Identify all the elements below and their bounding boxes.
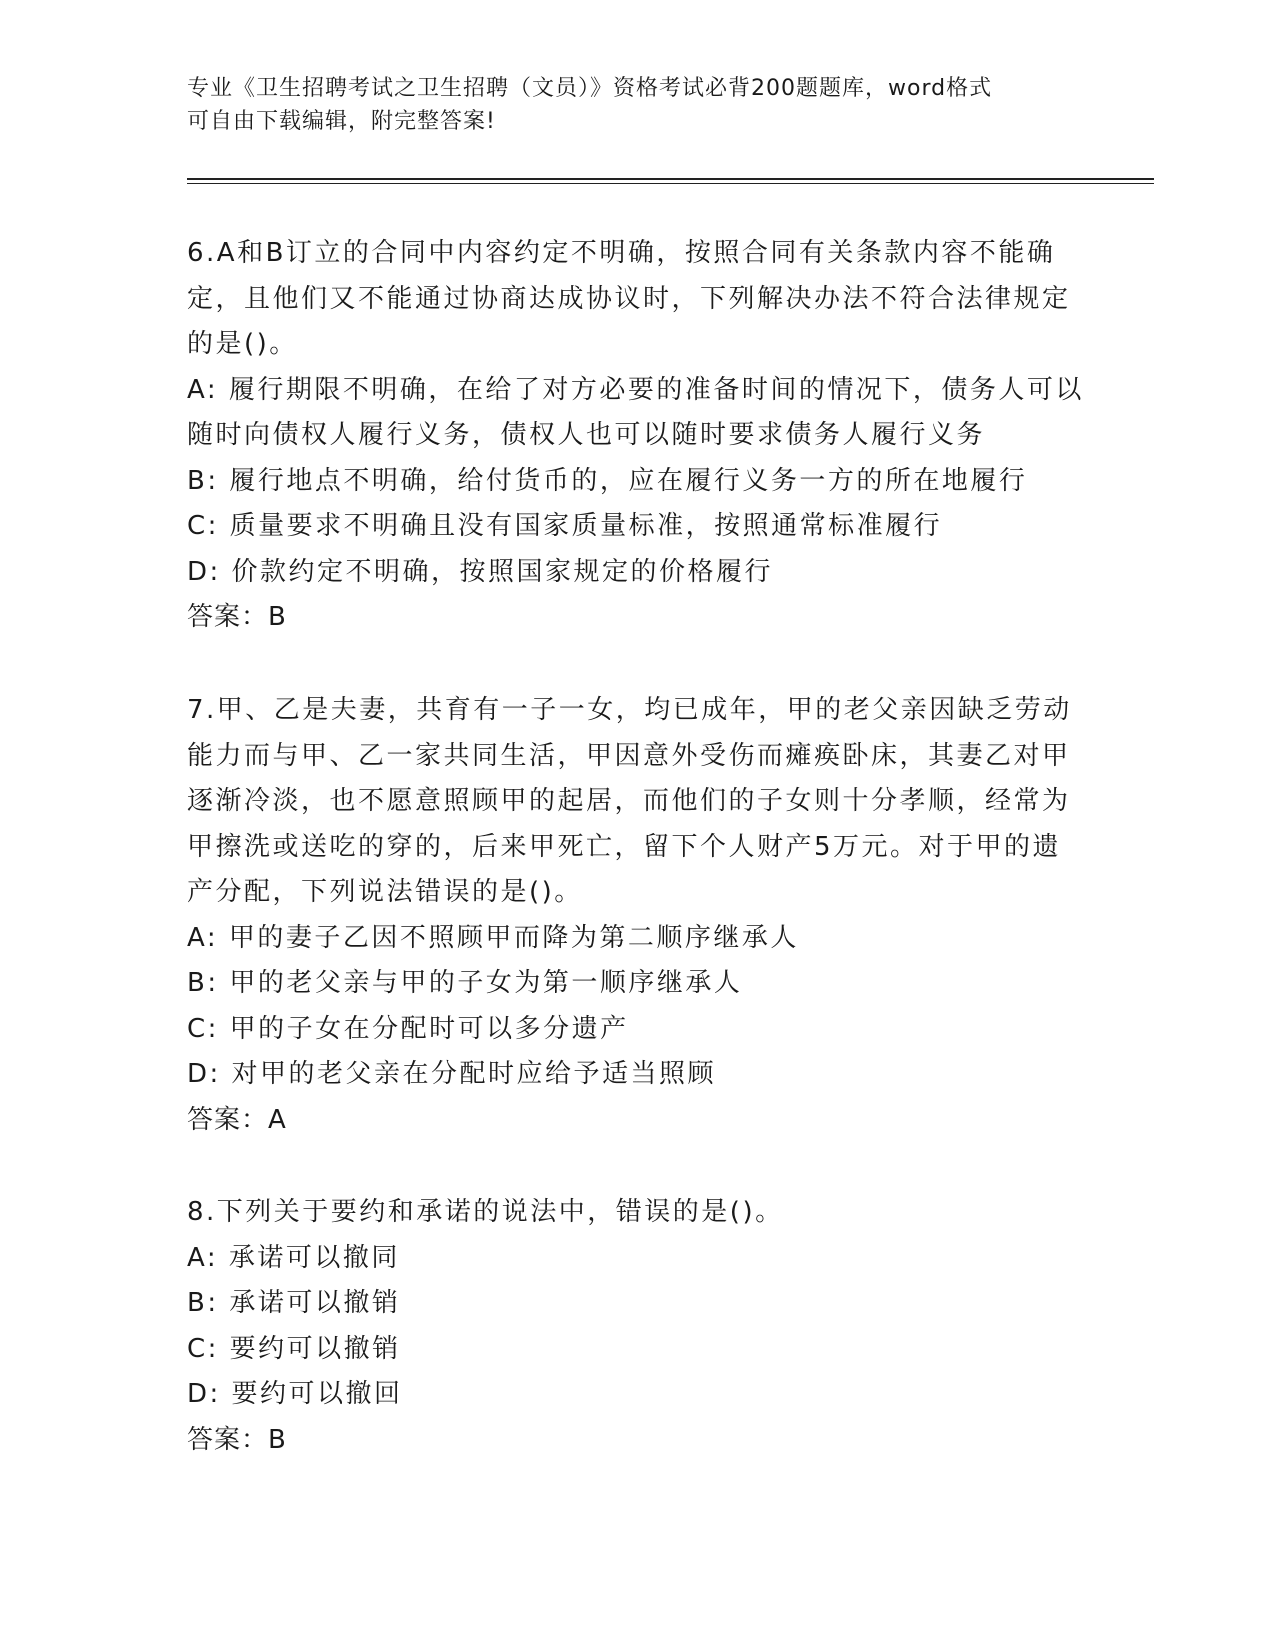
option-d: D: 对甲的老父亲在分配时应给予适当照顾: [187, 1059, 717, 1089]
header-divider: [187, 178, 1154, 184]
option-c: C: 质量要求不明确且没有国家质量标准，按照通常标准履行: [187, 511, 943, 541]
option-a: A: 承诺可以撤同: [187, 1242, 400, 1273]
question-8: [187, 1190, 1087, 1463]
answer-label: 答案：B: [187, 1424, 287, 1455]
question-stem: 6.A和B订立的合同中内容约定不明确，按照合同有关条款内容不能确定，且他们又不能通过协商达成协议时，下列解决办法不符合法律规定的是()。: [187, 238, 1071, 359]
option-d: D: 要约可以撤回: [187, 1379, 403, 1409]
option-c: C: 要约可以撤销: [187, 1333, 401, 1364]
question-stem: 8.下列关于要约和承诺的说法中，错误的是()。: [187, 1197, 784, 1227]
document-header: [187, 72, 1087, 138]
option-b: B: 甲的老父亲与甲的子女为第一顺序继承人: [187, 968, 743, 998]
option-b: B: 承诺可以撤销: [187, 1288, 401, 1318]
answer-label: 答案：A: [187, 1104, 287, 1135]
question-stem: 7.甲、乙是夫妻，共育有一子一女，均已成年，甲的老父亲因缺乏劳动能力而与甲、乙一家共同生活，甲因意外受伤而瘫痪卧床，其妻乙对甲逐渐冷淡，也不愿意照顾甲的起居，而他们的子女则十分孝顺，经常为甲擦洗或送吃的穿的，后来甲死亡，留下个人财产5万元。对于甲的遗产分配，下列说法错误的是()。: [187, 695, 1072, 907]
option-b: B: 履行地点不明确，给付货币的，应在履行义务一方的所在地履行: [187, 465, 1028, 496]
option-a: A: 甲的妻子乙因不照顾甲而降为第二顺序继承人: [187, 922, 799, 953]
option-c: C: 甲的子女在分配时可以多分遗产: [187, 1013, 629, 1044]
question-7: [187, 688, 1087, 1143]
header-title-line-1: 专业《卫生招聘考试之卫生招聘（文员）》资格考试必背200题题库，word格式: [187, 76, 993, 101]
answer-label: 答案：B: [187, 602, 287, 632]
question-6: [187, 231, 1087, 641]
header-title-line-2: 可自由下载编辑，附完整答案!: [187, 109, 496, 134]
option-d: D: 价款约定不明确，按照国家规定的价格履行: [187, 556, 774, 587]
option-a: A: 履行期限不明确，在给了对方必要的准备时间的情况下，债务人可以随时向债权人履行义务，债权人也可以随时要求债务人履行义务: [187, 374, 1084, 450]
